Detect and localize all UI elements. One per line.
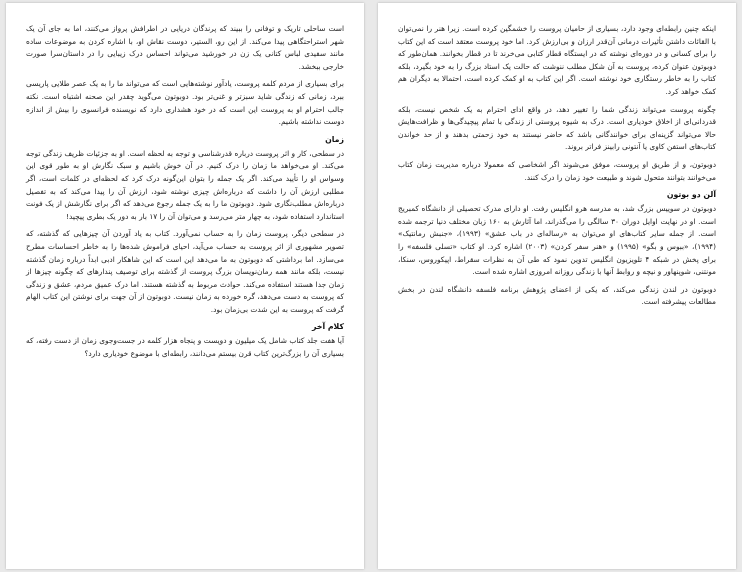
paragraph: در سطحی دیگر، پروست زمان را به حساب نمی‌آورد. کتاب به یاد آوردن آن چیزهایی که گذشته، که تصویر مشهوری از اثر پروست به حساب می‌آید، احیای فراموش شده‌ها را به خاطر احساسات مطرح می‌سازد. اما برداشتی که دوبوتون به ما می‌دهد این است که این شاهکار ادبی ابداً درباره زمان گذشته نیست، بلکه مانند همه رمان‌نویسان بزرگ پروست از گذشته برای توصیف پندارهای که چگونه چیزها از زمان جدا هستند استفاده می‌کند. حوادث مربوط به گذشته هستند. اما درک عمیق مردم، عشق و زندگی که پروست به دست می‌دهد، گره خورده به زمان نیست. دوبوتون از آن جهت برای نوشتن این کتاب الهام گرفت که پروست به این شدت بی‌زمان بود. [26,229,344,314]
paragraph: است ساحلی تاریک و توفانی را ببیند که پرندگان دریایی در اطرافش پرواز می‌کنند، اما به جای آن یک شهر استراحتگاهی پیدا می‌کند. از این رو، الستیر، دوست نقاش او، با اشاره کردن به موضوعات ساده مانند سفیدی لباس کتانی یک زن در خورشید می‌تواند احساس درک زیبایی را در داستان‌سرا صورت خارجی ببخشد. [26,24,344,71]
left-page-text [26,23,344,366]
right-page [378,3,736,569]
paragraph: آیا هفت جلد کتاب شامل یک میلیون و دویست و پنجاه هزار کلمه در جست‌وجوی زمان از دست رفته، که بسیاری آن را بزرگ‌ترین کتاب قرن بیستم می‌دانند، رابطه‌ای با موضوع خودیاری دارد؟ [26,336,344,359]
paragraph: در سطحی، کار و اثر پروست درباره قدرشناسی و توجه به لحظه است. او به جزئیات ظریف زندگی توجه می‌کند. او می‌خواهد ما زمان را درک کنیم. در آن خوش باشیم و سبک نگارش او به طور قوی این وسواس او را تأیید می‌کند. اگر یک جمله را بتوان این‌گونه درک کرد که لحظه‌ای در کلمات است، اگر مطلبی ارزش آن را داشت که درباره‌اش چیزی نوشته شود، ارزش آن را پیدا می‌کند که به تفصیل درباره‌اش مطلب‌نگاری شود. دوبوتون ما را به یک جمله رجوع می‌دهد که اگر برای نگارشش از یک فونت استاندارد استفاده شود، به چهار متر می‌رسد و می‌توان آن را ۱۷ بار به دور یک بطری پیچید! [26,148,344,221]
right-page-text [398,23,716,314]
section-heading: زمان [325,134,344,144]
paragraph: اینکه چنین رابطه‌ای وجود دارد، بسیاری از حامیان پروست را خشمگین کرده است. زیرا هنر را نمی‌توان با القائات داشتن تأثیرات درمانی آن‌قدر ارزان و بی‌ارزش کرد. اما خود پروست معتقد است که این کتاب را برای کسانی و در دوره‌ای نوشته که در ایستگاه قطار کتابی می‌خرند تا در قطار بخوانند. همان‌طور که دوبوتون عنوان کرده، پروست به آن شکل مطلب ننوشت که حالت یک استاد بزرگ را به خود بگیرد، بلکه کتاب را به خاطر رستگاری خود نوشته است. اگر این کتاب به او کمک کرده است، احتمالا به دیگران هم کمک خواهد کرد. [398,24,716,96]
paragraph: برای بسیاری از مردم کلمه پروست، یادآور نوشته‌هایی است که می‌تواند ما را به یک عصر طلایی پاریسی ببرد، زمانی که زندگی شاید سبزتر و غنی‌تر بود. دوبوتون می‌گوید چقدر این صحنه اشتباه است. نکته جالب احترام او به پروست این است که در خود هشداری دارد که نویسنده فرانسوی را بیش از اندازه دوست نداشته باشیم. [26,79,344,127]
section-heading: کلام آخر [311,322,344,332]
paragraph: دوبوتون در سوییس بزرگ شد، به مدرسه هرو انگلیس رفت. او دارای مدرک تحصیلی از دانشگاه کمبریج است. او در نهایت اوایل دوران ۳۰ سالگی را می‌گذراند، اما آثارش به ۱۶۰ زبان مختلف دنیا ترجمه شده است. از جمله سایر کتاب‌های او می‌توان به «رساله‌ای در باب عشق» (۱۹۹۳)، «جنبش رمانتیک» (۱۹۹۴)، «ببوس و بگو» (۱۹۹۵) و «هنر سفر کردن» (۲۰۰۳) اشاره کرد. او کتاب «تسلی فلسفه» را برای پخش در شبکه ۴ تلویزیون انگلیس تدوین نمود که طی آن به نظرات سقراط، اپیکوروس، سنکا، مونتنی، شوپنهاور و نیچه و روابط آنها با زندگی روزانه امروزی اشاره شده است. [398,204,717,277]
paragraph: دوبوتون، و از طریق او پروست، موفق می‌شوند اگر اشخاصی که معمولا درباره مدیریت زمان کتاب می‌خوانند بتوانند متحول شوند و طبیعت خود زمان را درک کنند. [398,159,716,182]
section-heading: آلن دو بوتون [666,190,716,200]
left-page [6,3,364,569]
paragraph: دوبوتون در لندن زندگی می‌کند، که یکی از اعضای پژوهش برنامه فلسفه دانشگاه لندن در بخش مطالعات پیشرفته است. [398,284,716,307]
paragraph: چگونه پروست می‌تواند زندگی شما را تغییر دهد، در واقع ادای احترام به یک شخص نیست، بلکه قدردانی‌ای از اخلاق خودیاری است. درک به شیوه پروستی از زندگی با تمام پیچیدگی‌ها و ظرافت‌هایش حالا می‌تواند گزینه‌ای برای خوانندگانی باشد که حاضر نیستند به خود زحمتی بدهند و از حد خواندن کتاب‌های استفن کاوی یا آنتونی رابینز فراتر بروند. [398,104,716,152]
